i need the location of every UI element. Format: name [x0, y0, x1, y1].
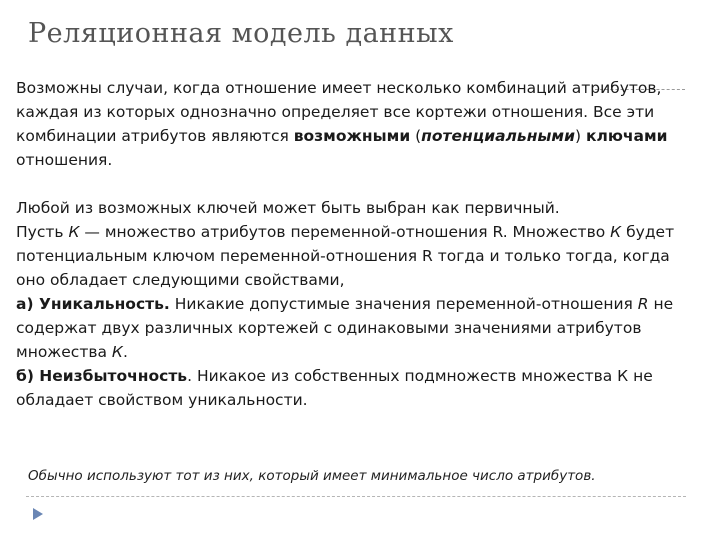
text: — множество атрибутов переменной-отношения R. Множество [79, 223, 611, 241]
paragraph-primary-key [16, 196, 686, 412]
text: Никакие допустимые значения переменной-отношения [169, 295, 638, 313]
bold-term-possible: возможными [293, 127, 411, 145]
text: ) [574, 127, 586, 145]
property-irreducibility-label: б) Неизбыточность [16, 367, 188, 385]
text: Возможны случаи, когда отношение имеет несколько комбинаций атрибутов, каждая из которых однозначно определяет все кортежи отношения. Все эти комбинации атрибутов являются [16, 79, 662, 145]
text: . Никакое из собственных подмножеств множества К не обладает свойством уникальности. [16, 367, 653, 409]
text: Любой из возможных ключей может быть выбран как первичный. [16, 199, 560, 217]
spacer [16, 172, 686, 196]
var-r: R [637, 295, 649, 313]
paragraph-candidate-keys [16, 76, 686, 172]
var-k: К [111, 343, 123, 361]
slide-title: Реляционная модель данных [28, 18, 454, 49]
bullet-arrow-icon [33, 508, 43, 520]
property-uniqueness-label: а) Уникальность. [16, 295, 170, 313]
bold-term-keys: ключами [585, 127, 668, 145]
text: Пусть [16, 223, 69, 241]
footer-note: Обычно используют тот из них, который имеет минимальное число атрибутов. [28, 468, 596, 484]
text: . [122, 343, 128, 361]
text: не содержат двух различных кортежей с одинаковыми значениями атрибутов множества [16, 295, 674, 361]
text: отношения. [16, 151, 113, 169]
text: ( [410, 127, 422, 145]
text: будет потенциальным ключом переменной-отношения R тогда и только тогда, когда оно обладает следующими свойствами, [16, 223, 675, 289]
var-k: К [68, 223, 80, 241]
slide-body [16, 76, 686, 412]
footer-divider [26, 496, 686, 497]
bold-term-potential: потенциальными [421, 127, 575, 145]
var-k: К [610, 223, 622, 241]
